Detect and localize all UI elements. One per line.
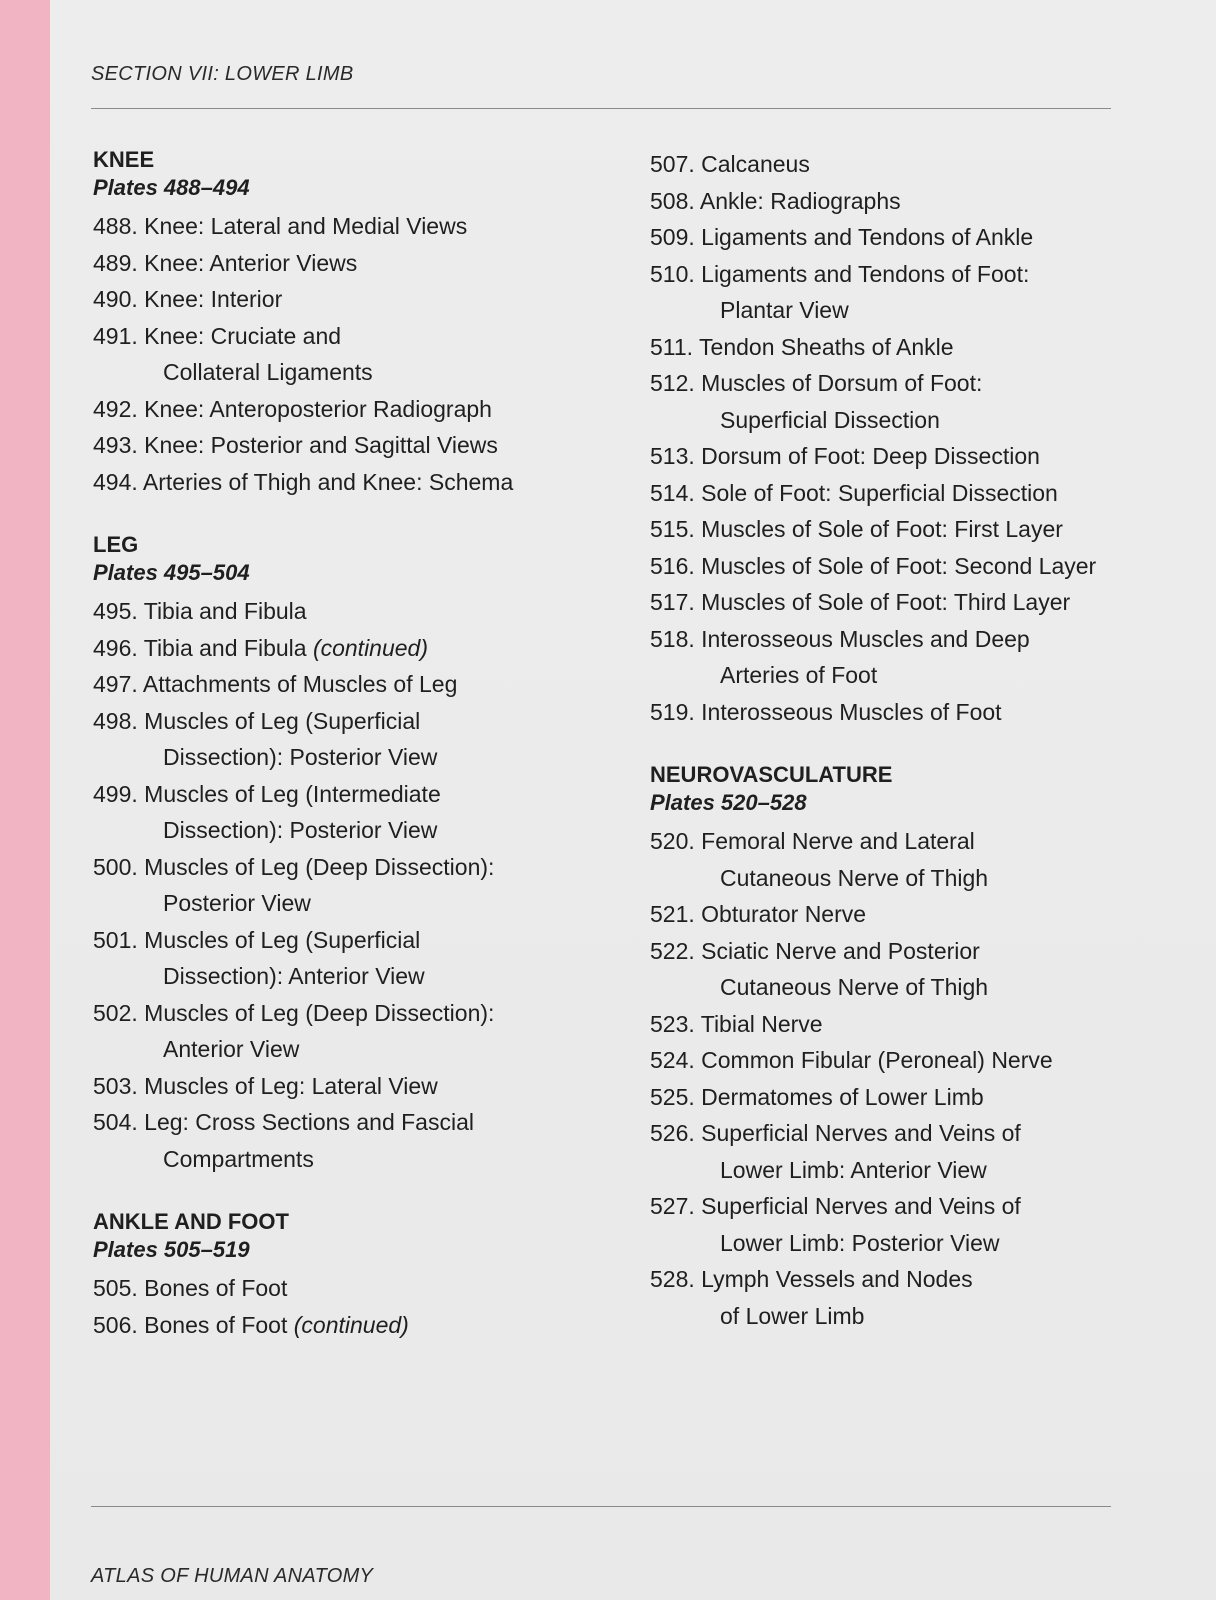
entry-title-line: Cutaneous Nerve of Thigh	[720, 974, 989, 1000]
entry-title-line: Lower Limb: Posterior View	[720, 1229, 1000, 1256]
entry-title-line: Knee: Posterior and Sagittal Views	[144, 432, 498, 458]
entry-number: 493.	[93, 432, 138, 458]
toc-entry	[93, 776, 613, 849]
entry-title-line: Dermatomes of Lower Limb	[701, 1083, 984, 1110]
toc-entry	[650, 896, 1120, 933]
entry-number: 523.	[650, 1010, 695, 1037]
entry-number: 517.	[650, 589, 695, 615]
toc-entry	[93, 208, 613, 245]
entry-title-line: Cutaneous Nerve of Thigh	[720, 864, 989, 891]
entry-title-line: Muscles of Dorsum of Foot:	[701, 370, 983, 396]
entry-title-line: Muscles of Sole of Foot: First Layer	[701, 516, 1063, 542]
entry-number: 496.	[93, 634, 138, 661]
entry-title-line: Knee: Anteroposterior Radiograph	[144, 395, 492, 422]
entry-title-line: Muscles of Leg (Superficial	[144, 926, 421, 953]
section-plates: Plates 488–494	[93, 175, 250, 200]
toc-entry	[93, 427, 613, 464]
toc-section	[93, 1208, 613, 1343]
entry-number: 528.	[650, 1266, 695, 1292]
toc-entry	[650, 365, 1120, 438]
entry-italic-suffix: (continued)	[312, 634, 429, 661]
entry-number: 520.	[650, 828, 695, 854]
entry-number: 502.	[93, 999, 138, 1026]
toc-entry	[650, 146, 1120, 183]
entry-title-line: Muscles of Leg (Intermediate	[144, 780, 441, 807]
entry-title-line: Superficial Nerves and Veins of	[701, 1120, 1021, 1146]
entry-title-line: Bones of Foot	[144, 1311, 288, 1338]
entry-number: 505.	[93, 1275, 138, 1301]
toc-entry	[93, 1068, 613, 1105]
header-rule	[91, 108, 1111, 109]
entry-number: 526.	[650, 1120, 695, 1146]
entry-title-line: Arteries of Thigh and Knee: Schema	[142, 468, 514, 495]
entry-title-line: Muscles of Leg (Deep Dissection):	[144, 999, 495, 1026]
entry-title-line: Tibial Nerve	[700, 1010, 823, 1037]
page-edge-strip	[0, 0, 50, 1600]
entry-title-line: Dissection): Anterior View	[163, 963, 425, 989]
toc-entry	[650, 1042, 1120, 1079]
toc-section	[93, 531, 613, 1177]
toc-section	[650, 146, 1120, 730]
entry-number: 508.	[650, 187, 695, 214]
entry-number: 516.	[650, 552, 695, 579]
entry-title-line: Attachments of Muscles of Leg	[142, 671, 458, 697]
toc-entry	[93, 922, 613, 995]
toc-entry	[650, 475, 1120, 512]
toc-entry	[650, 511, 1120, 548]
entry-title-line: Muscles of Sole of Foot: Second Layer	[701, 552, 1097, 579]
entry-title-line: Bones of Foot	[144, 1275, 288, 1301]
entry-title-line: Dorsum of Foot: Deep Dissection	[701, 443, 1040, 469]
entry-title-line: Muscles of Leg: Lateral View	[144, 1072, 438, 1099]
section-plates: Plates 505–519	[93, 1237, 250, 1262]
entry-title-line: Interosseous Muscles and Deep	[701, 625, 1030, 652]
toc-entry	[650, 584, 1120, 621]
toc-entry	[93, 1307, 613, 1344]
entry-title-line: Tibia and Fibula	[143, 634, 307, 661]
toc-entry	[93, 391, 613, 428]
toc-entry	[93, 318, 613, 391]
entry-number: 509.	[650, 224, 695, 250]
toc-entry	[650, 1115, 1120, 1188]
toc-entry	[650, 219, 1120, 256]
toc-entry	[650, 1261, 1120, 1334]
entry-title-line: Leg: Cross Sections and Fascial	[144, 1109, 474, 1135]
entry-title-line: Lower Limb: Anterior View	[720, 1156, 987, 1183]
entry-number: 515.	[650, 516, 695, 542]
toc-entry	[650, 1079, 1120, 1116]
entry-title-line: Knee: Cruciate and	[144, 322, 342, 349]
toc-entry	[650, 823, 1120, 896]
entry-title-line: Dissection): Posterior View	[163, 744, 438, 770]
entry-title-line: Posterior View	[163, 890, 311, 916]
section-title: NEUROVASCULATURE	[650, 762, 893, 787]
entry-title-line: Tendon Sheaths of Ankle	[699, 333, 954, 360]
entry-number: 506.	[93, 1311, 138, 1338]
toc-entry	[93, 849, 613, 922]
entry-number: 490.	[93, 286, 138, 312]
entry-number: 492.	[93, 395, 138, 422]
section-plates: Plates 520–528	[650, 790, 807, 815]
entry-number: 498.	[93, 707, 138, 734]
section-plates: Plates 495–504	[93, 560, 250, 585]
running-foot: ATLAS OF HUMAN ANATOMY	[91, 1565, 374, 1587]
entry-title-line: Ligaments and Tendons of Foot:	[701, 260, 1030, 287]
entry-title-line: Ligaments and Tendons of Ankle	[701, 224, 1034, 250]
entry-title-line: Plantar View	[720, 297, 849, 323]
toc-entry	[93, 666, 613, 703]
entry-number: 504.	[93, 1109, 138, 1135]
entry-number: 513.	[650, 443, 695, 469]
toc-entry	[93, 593, 613, 630]
entry-number: 518.	[650, 625, 695, 652]
toc-entry	[650, 621, 1120, 694]
section-title: ANKLE AND FOOT	[93, 1209, 289, 1234]
toc-entry	[93, 703, 613, 776]
entry-number: 512.	[650, 370, 695, 396]
toc-section	[93, 146, 613, 500]
entry-title-line: Obturator Nerve	[701, 901, 867, 927]
entry-title-line: Lymph Vessels and Nodes	[701, 1266, 973, 1292]
entry-title-line: Dissection): Posterior View	[163, 817, 438, 843]
toc-entry	[93, 995, 613, 1068]
entry-title-line: Sciatic Nerve and Posterior	[701, 937, 980, 964]
entry-title-line: Superficial Nerves and Veins of	[701, 1193, 1021, 1219]
right-column	[650, 146, 1120, 1365]
toc-entry	[650, 329, 1120, 366]
running-head: SECTION VII: LOWER LIMB	[91, 63, 354, 85]
entry-title-line: Muscles of Leg (Superficial	[144, 707, 421, 734]
entry-title-line: Superficial Dissection	[720, 406, 940, 433]
entry-title-line: Tibia and Fibula	[143, 598, 307, 624]
toc-entry	[650, 438, 1120, 475]
entry-number: 521.	[650, 901, 695, 927]
entry-number: 494.	[93, 468, 138, 495]
entry-title-line: Sole of Foot: Superficial Dissection	[701, 479, 1058, 506]
entry-number: 489.	[93, 249, 138, 276]
entry-title-line: Arteries of Foot	[720, 662, 878, 688]
section-title: LEG	[93, 532, 139, 557]
entry-title-line: Knee: Lateral and Medial Views	[144, 213, 468, 239]
entry-title-line: Muscles of Leg (Deep Dissection):	[144, 853, 495, 880]
entry-title-line: Knee: Interior	[144, 286, 283, 312]
toc-section	[650, 761, 1120, 1334]
toc-entry	[93, 245, 613, 282]
entry-number: 500.	[93, 853, 138, 880]
entry-title-line: Ankle: Radiographs	[699, 187, 901, 214]
toc-entry	[650, 256, 1120, 329]
entry-number: 510.	[650, 260, 695, 287]
toc-entry	[650, 1188, 1120, 1261]
entry-title-line: Interosseous Muscles of Foot	[701, 698, 1002, 725]
toc-entry	[650, 548, 1120, 585]
entry-number: 527.	[650, 1193, 695, 1219]
entry-title-line: of Lower Limb	[720, 1302, 865, 1329]
entry-title-line: Anterior View	[163, 1036, 300, 1062]
entry-italic-suffix: (continued)	[293, 1311, 409, 1338]
toc-entry	[93, 464, 613, 501]
entry-number: 501.	[93, 926, 138, 953]
toc-entry	[650, 183, 1120, 220]
entry-title-line: Collateral Ligaments	[163, 359, 373, 385]
entry-number: 503.	[93, 1072, 138, 1099]
entry-number: 499.	[93, 780, 138, 807]
entry-title-line: Compartments	[163, 1145, 314, 1172]
toc-entry	[93, 1104, 613, 1177]
entry-number: 511.	[650, 333, 694, 360]
toc-entry	[93, 1270, 613, 1307]
toc-entry	[93, 630, 613, 667]
entry-number: 495.	[93, 598, 138, 624]
entry-title-line: Knee: Anterior Views	[144, 249, 358, 276]
entry-title-line: Muscles of Sole of Foot: Third Layer	[701, 589, 1071, 615]
left-column	[93, 146, 613, 1374]
entry-number: 507.	[650, 151, 695, 177]
toc-entry	[650, 933, 1120, 1006]
section-title: KNEE	[93, 147, 155, 172]
toc-entry	[93, 281, 613, 318]
entry-number: 519.	[650, 698, 695, 725]
entry-title-line: Calcaneus	[701, 151, 810, 177]
entry-number: 491.	[93, 322, 138, 349]
toc-entry	[650, 1006, 1120, 1043]
footer-rule	[91, 1506, 1111, 1507]
toc-entry	[650, 694, 1120, 731]
entry-number: 525.	[650, 1083, 695, 1110]
entry-title-line: Common Fibular (Peroneal) Nerve	[701, 1047, 1053, 1073]
entry-number: 488.	[93, 213, 138, 239]
entry-title-line: Femoral Nerve and Lateral	[701, 828, 975, 854]
entry-number: 497.	[93, 671, 138, 697]
entry-number: 524.	[650, 1047, 695, 1073]
entry-number: 522.	[650, 937, 695, 964]
entry-number: 514.	[650, 479, 695, 506]
